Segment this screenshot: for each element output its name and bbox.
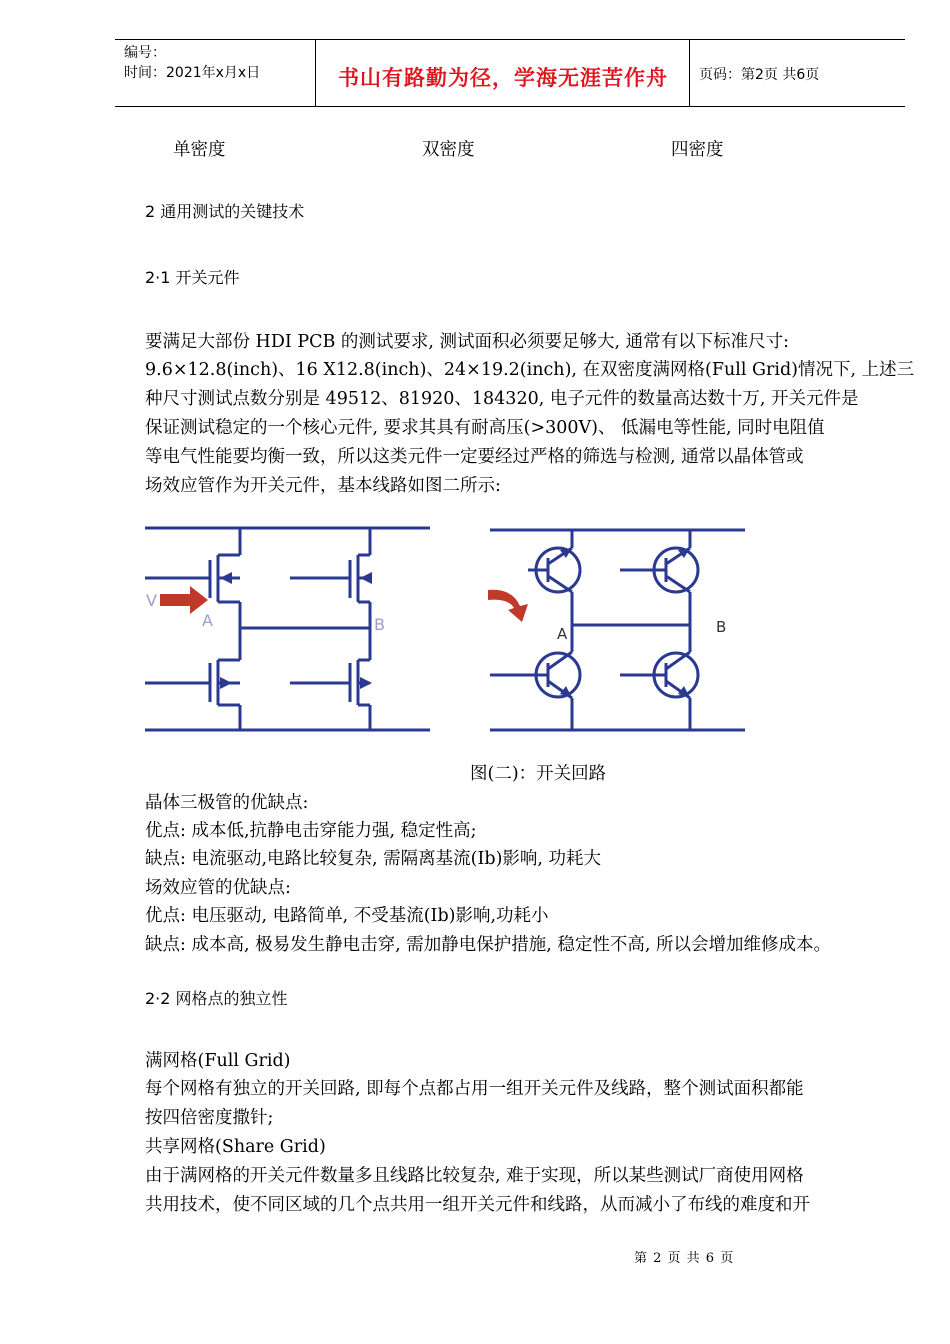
pros-cons-line: 晶体三极管的优缺点: [145, 793, 309, 813]
header-motto: 书山有路勤为径，学海无涯苦作舟 [338, 66, 668, 90]
pros-cons-line: 场效应管的优缺点: [145, 878, 291, 898]
paragraph-line: 要满足大部份 HDI PCB 的测试要求, 测试面积必须要足够大, 通常有以下标准尺寸: [145, 332, 790, 352]
bjt-circuit [490, 530, 745, 730]
mosfet-circuit [145, 528, 430, 730]
grid-line: 由于满网格的开关元件数量多且线路比较复杂, 难于实现，所以某些测试厂商使用网格 [145, 1166, 804, 1186]
paragraph-line: 9.6×12.8(inch)、16 X12.8(inch)、24×19.2(inch), 在双密度满网格(Full Grid)情况下, 上述三 [145, 360, 915, 380]
header-divider-right [689, 39, 690, 107]
pros-cons-line: 优点: 成本低,抗静电击穿能力强, 稳定性高; [145, 821, 477, 841]
document-number-label: 编号： [124, 45, 166, 61]
switch-circuit-figure [140, 520, 760, 740]
page-footer: 第 2 页 共 6 页 [634, 1251, 735, 1266]
label-a-right: A [557, 625, 568, 643]
header-divider-left [315, 39, 316, 107]
pros-cons-line: 缺点: 成本高, 极易发生静电击穿, 需加静电保护措施, 稳定性不高, 所以会增加维修成本。 [145, 935, 831, 955]
label-b-left: B [374, 615, 385, 634]
grid-line: 按四倍密度撒针; [145, 1108, 274, 1128]
header-meta [124, 43, 260, 83]
grid-line: 每个网格有独立的开关回路, 即每个点都占用一组开关元件及线路，整个测试面积都能 [145, 1079, 804, 1099]
density-double: 双密度 [422, 140, 475, 160]
paragraph-line: 等电气性能要均衡一致，所以这类元件一定要经过严格的筛选与检测, 通常以晶体管或 [145, 447, 804, 467]
input-arrow-left [160, 586, 208, 614]
label-b-right: B [716, 618, 727, 636]
pros-cons-line: 缺点: 电流驱动,电路比较复杂, 需隔离基流(Ib)影响, 功耗大 [145, 849, 602, 869]
section-2-1-title: 2·1 开关元件 [145, 268, 240, 287]
density-quad: 四密度 [671, 140, 724, 160]
label-a-left: A [202, 611, 213, 630]
grid-line: 共用技术，使不同区域的几个点共用一组开关元件和线路，从而减小了布线的难度和开 [145, 1195, 810, 1215]
document-time-label: 时间：2021年x月x日 [124, 65, 261, 81]
label-v: V [146, 591, 157, 610]
density-single: 单密度 [173, 140, 226, 160]
paragraph-line: 保证测试稳定的一个核心元件, 要求其具有耐高压(>300V)、 低漏电等性能, 同时电阻值 [145, 418, 825, 438]
paragraph-line: 场效应管作为开关元件，基本线路如图二所示: [145, 476, 501, 496]
section-2-title: 2 通用测试的关键技术 [145, 202, 305, 221]
paragraph-line: 种尺寸测试点数分别是 49512、81920、184320, 电子元件的数量高达数十万, 开关元件是 [145, 389, 859, 409]
input-arrow-right [488, 590, 528, 622]
header-page-label: 页码：第2页 共6页 [699, 67, 820, 83]
figure-caption: 图(二)：开关回路 [470, 764, 607, 784]
section-2-2-title: 2·2 网格点的独立性 [145, 989, 288, 1008]
grid-line: 满网格(Full Grid) [145, 1051, 291, 1071]
pros-cons-line: 优点: 电压驱动, 电路简单, 不受基流(Ib)影响,功耗小 [145, 906, 549, 926]
header-bottom-border [115, 106, 905, 107]
header-top-border [115, 39, 905, 40]
grid-line: 共享网格(Share Grid) [145, 1137, 326, 1157]
